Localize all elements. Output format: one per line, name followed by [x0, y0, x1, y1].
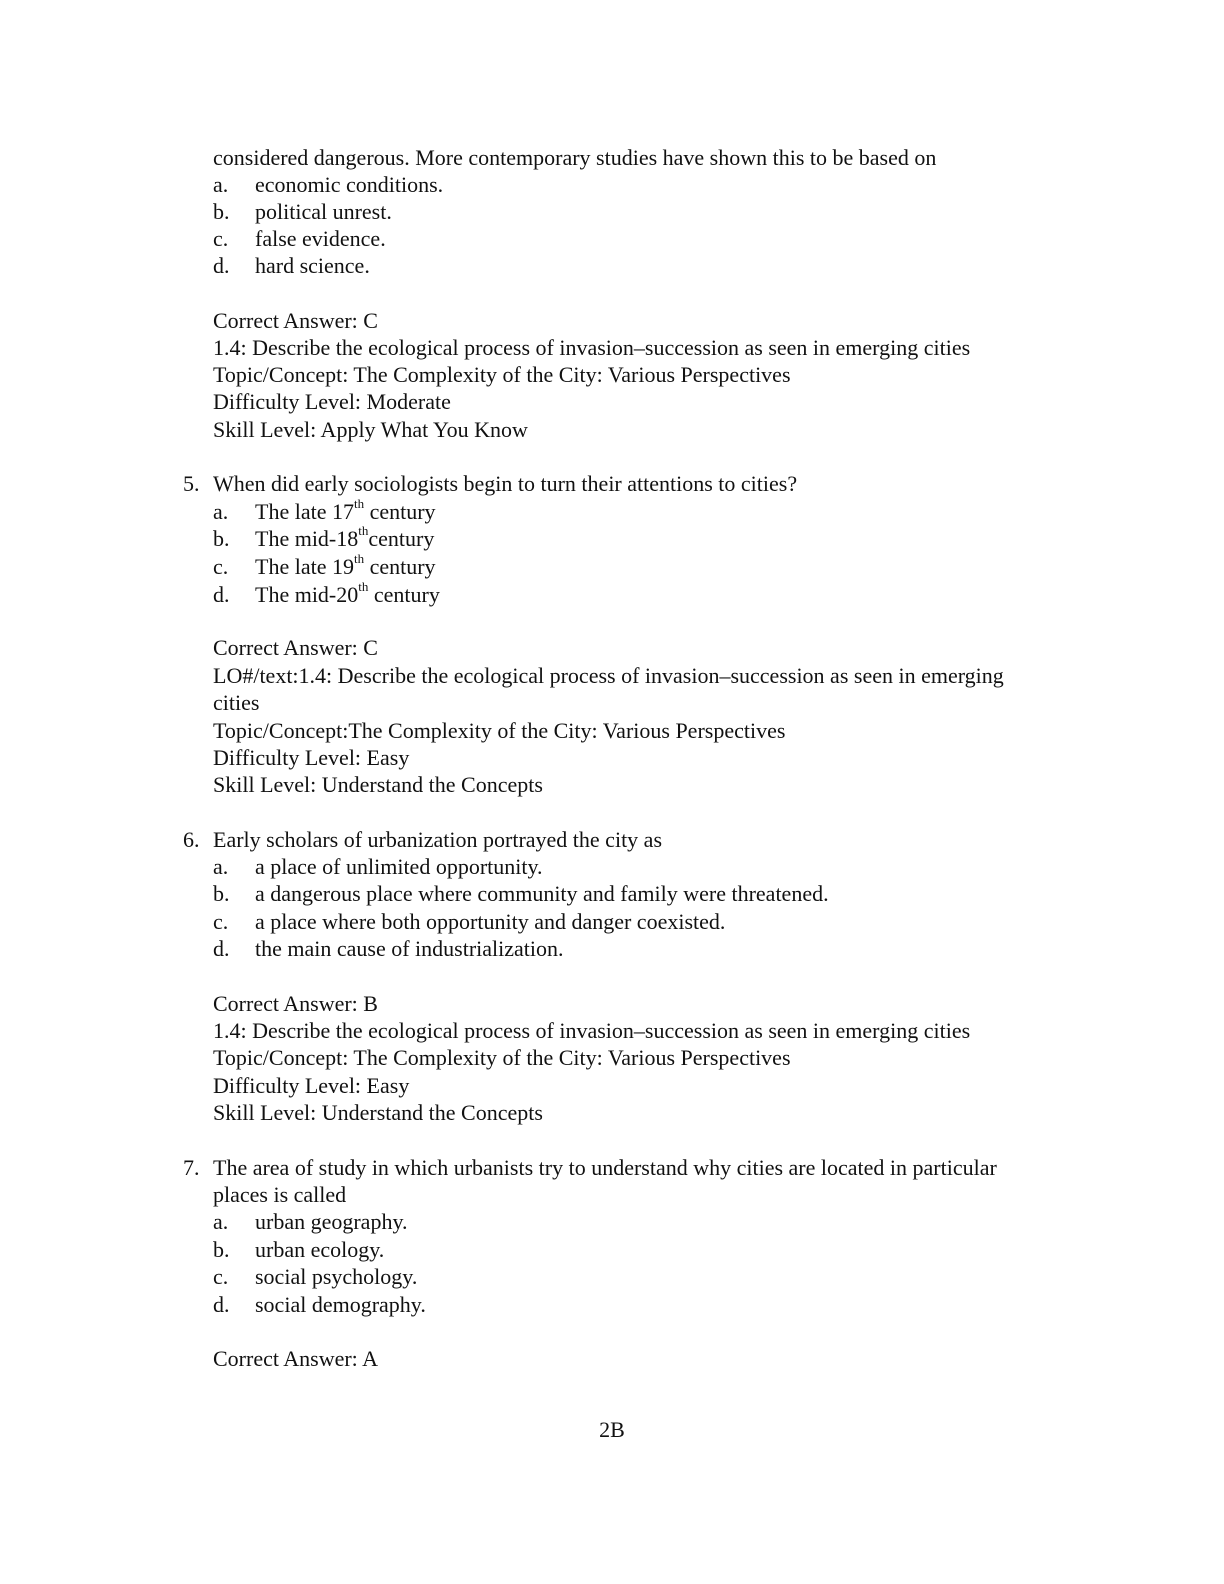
option-text: The late 19th century	[255, 550, 436, 579]
option-letter: d.	[213, 253, 230, 278]
option-text: urban ecology.	[255, 1237, 385, 1262]
question-continuation: considered dangerous. More contemporary studies have shown this to be based on	[213, 145, 937, 170]
option-letter: a.	[213, 499, 229, 524]
option-text: the main cause of industrialization.	[255, 936, 564, 961]
option-letter: a.	[213, 172, 229, 197]
superscript: th	[358, 522, 369, 538]
superscript: th	[353, 550, 365, 566]
question-number: 6.	[183, 827, 200, 852]
question-number: 7.	[183, 1155, 200, 1180]
page-number: 2B	[599, 1417, 625, 1442]
option-letter: b.	[213, 199, 230, 224]
option-letter: b.	[213, 1237, 230, 1262]
correct-answer: Correct Answer: C	[213, 635, 378, 660]
skill-level: Skill Level: Understand the Concepts	[213, 772, 543, 797]
option-text: a dangerous place where community and family were threatened.	[255, 881, 829, 906]
option-text: The mid-18thcentury	[255, 522, 435, 551]
difficulty-level: Difficulty Level: Moderate	[213, 389, 451, 414]
difficulty-level: Difficulty Level: Easy	[213, 1073, 410, 1098]
question-stem-continuation: places is called	[213, 1182, 347, 1207]
superscript: th	[353, 495, 365, 511]
question-stem: The area of study in which urbanists try to understand why cities are located in particular	[213, 1155, 997, 1180]
question-number: 5.	[183, 471, 200, 496]
option-text: a place where both opportunity and danger coexisted.	[255, 909, 726, 934]
option-text: a place of unlimited opportunity.	[255, 854, 543, 879]
option-text: The late 17th century	[255, 495, 436, 524]
option-text: political unrest.	[255, 199, 392, 224]
superscript: th	[358, 578, 369, 594]
learning-objective: 1.4: Describe the ecological process of invasion–succession as seen in emerging cities	[213, 1018, 971, 1043]
option-text: urban geography.	[255, 1209, 408, 1234]
option-letter: d.	[213, 1292, 230, 1317]
skill-level: Skill Level: Apply What You Know	[213, 417, 528, 442]
option-letter: d.	[213, 582, 230, 607]
option-letter: b.	[213, 881, 230, 906]
option-text: social psychology.	[255, 1264, 418, 1289]
option-letter: c.	[213, 554, 229, 579]
option-text: The mid-20th century	[255, 578, 440, 607]
question-stem: Early scholars of urbanization portrayed the city as	[213, 827, 663, 852]
correct-answer: Correct Answer: C	[213, 308, 378, 333]
topic-concept: Topic/Concept: The Complexity of the City: Various Perspectives	[213, 1045, 791, 1070]
option-text: hard science.	[255, 253, 370, 278]
question-stem: When did early sociologists begin to turn their attentions to cities?	[213, 471, 798, 496]
topic-concept: Topic/Concept: The Complexity of the City: Various Perspectives	[213, 362, 791, 387]
option-letter: c.	[213, 1264, 229, 1289]
correct-answer: Correct Answer: B	[213, 991, 378, 1016]
skill-level: Skill Level: Understand the Concepts	[213, 1100, 543, 1125]
option-letter: d.	[213, 936, 230, 961]
option-text: social demography.	[255, 1292, 426, 1317]
option-letter: c.	[213, 909, 229, 934]
learning-objective-continuation: cities	[213, 690, 260, 715]
correct-answer: Correct Answer: A	[213, 1346, 378, 1371]
topic-concept: Topic/Concept:The Complexity of the City: Various Perspectives	[213, 718, 786, 743]
option-letter: b.	[213, 526, 230, 551]
option-letter: a.	[213, 854, 229, 879]
learning-objective: LO#/text:1.4: Describe the ecological process of invasion–succession as seen in emerging	[213, 663, 1004, 688]
learning-objective: 1.4: Describe the ecological process of invasion–succession as seen in emerging cities	[213, 335, 971, 360]
option-letter: c.	[213, 226, 229, 251]
option-text: false evidence.	[255, 226, 386, 251]
option-text: economic conditions.	[255, 172, 444, 197]
option-letter: a.	[213, 1209, 229, 1234]
difficulty-level: Difficulty Level: Easy	[213, 745, 410, 770]
